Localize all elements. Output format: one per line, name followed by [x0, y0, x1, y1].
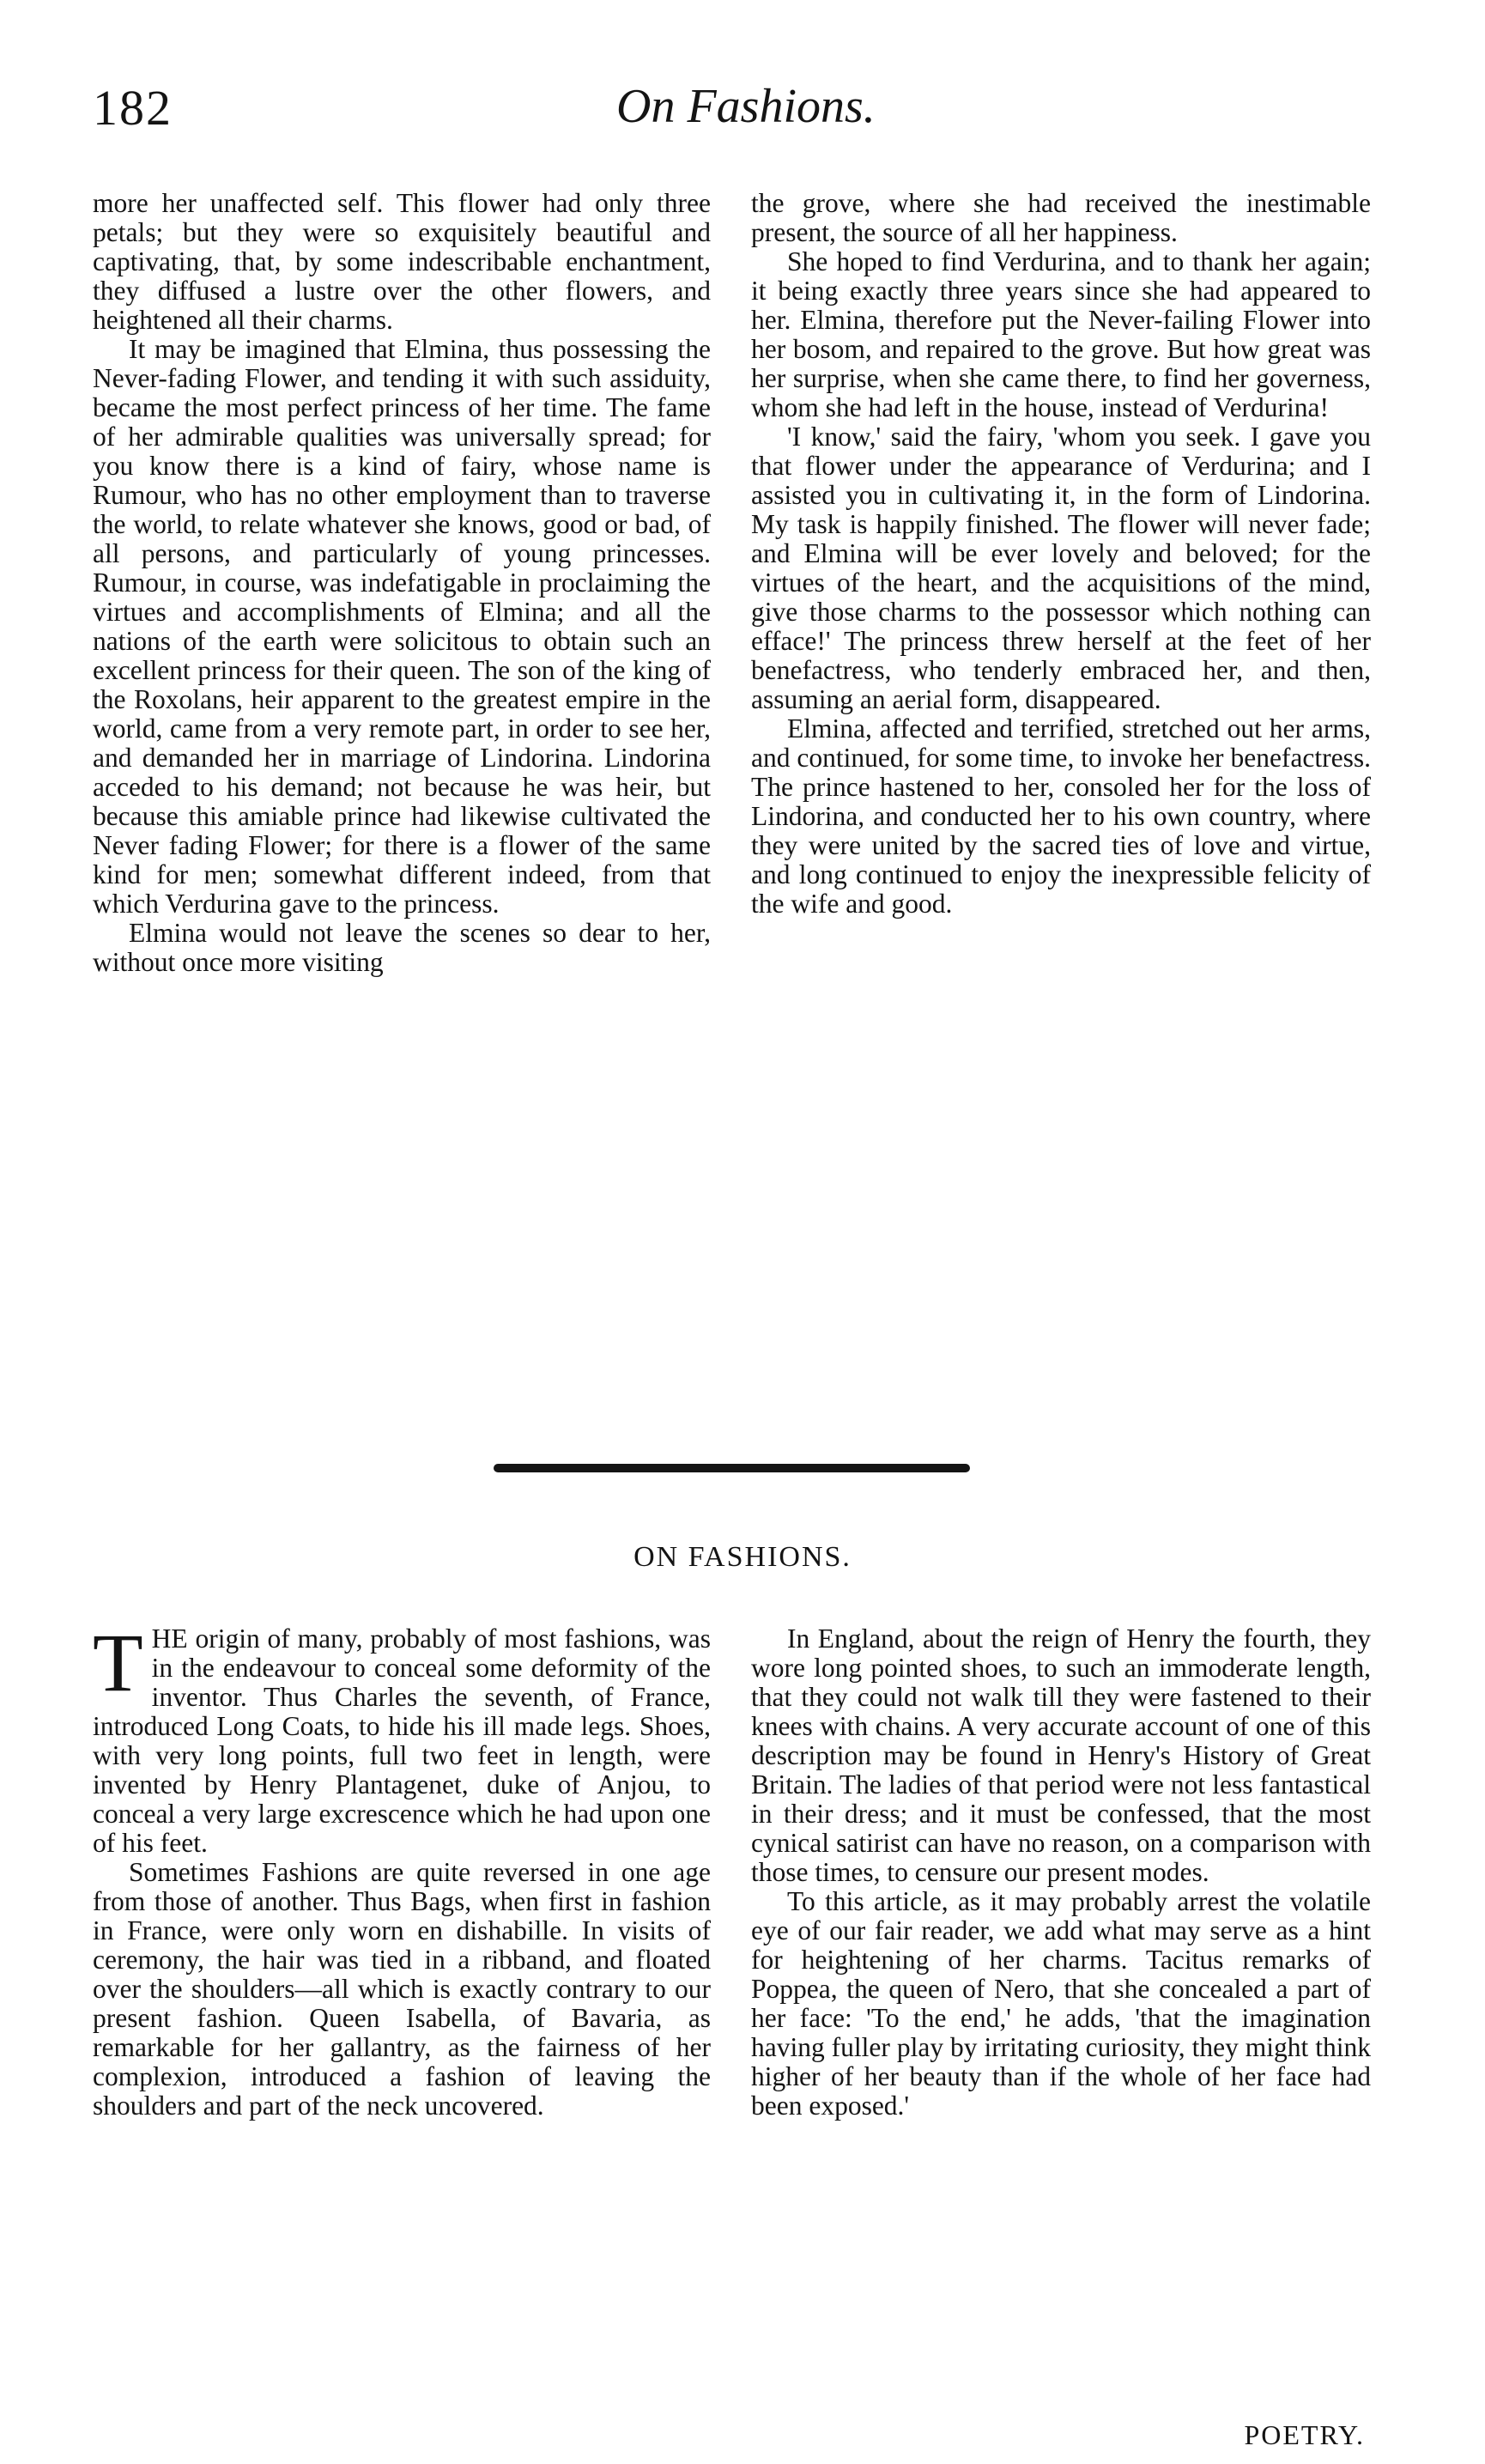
paragraph: Elmina, affected and terrified, stretched out her arms, and continued, for some time, to invoke her benefactress. The prince hastened to her, consoled her for the loss of Lindorina, and conducted her to his own country, where they were united by the sacred ties of love and virtue, and long continued to enjoy the inexpressible felicity of the wife and good.	[751, 713, 1371, 919]
drop-cap: T	[93, 1617, 143, 1708]
running-head: On Fashions.	[616, 80, 876, 133]
paragraph	[93, 1617, 711, 1858]
page-number: 182	[93, 80, 173, 136]
catchword: POETRY.	[1244, 2419, 1365, 2450]
paragraph: She hoped to find Verdurina, and to thank her again; it being exactly three years since she had appeared to her. Elmina, therefore put the Never-failing Flower into her bosom, and repaired to the grove. But how great was her surprise, when she came there, to find her governess, whom she had left in the house, instead of Verdurina!	[751, 246, 1371, 422]
page-header	[93, 79, 1372, 156]
paragraph: To this article, as it may probably arrest the volatile eye of our fair reader, we add what may serve as a hint for heightening of her charms. Tacitus remarks of Poppea, the queen of Nero, that she concealed a part of her face: 'To the end,' he adds, 'that the imagination having fuller play by irritating curiosity, they might think higher of her beauty than if the whole of her face had been exposed.'	[751, 1886, 1371, 2121]
section-title: ON FASHIONS.	[633, 1541, 852, 1573]
paragraph: In England, about the reign of Henry the fourth, they wore long pointed shoes, to such an immoderate length, that they could not walk till they were fastened to their knees with chains. A very accurate account of one of this description may be found in Henry's History of Great Britain. The ladies of that period were not less fantastical in their dress; and it must be confessed, that the most cynical satirist can have no reason, on a comparison with those times, to censure our present modes.	[751, 1623, 1371, 1887]
paragraph: 'I know,' said the fairy, 'whom you seek. I gave you that flower under the appearance of Verdurina; and I assisted you in cultivating it, in the form of Lindorina. My task is happily finished. The flower will never fade; and Elmina will be ever lovely and beloved; for the virtues of the heart, and the acquisitions of the mind, give those charms to the possessor which nothing can efface!' The princess threw herself at the feet of her benefactress, who tenderly embraced her, and then, assuming an aerial form, disappeared.	[751, 422, 1371, 714]
story-column-right	[751, 189, 1371, 919]
paragraph: more her unaffected self. This flower had only three petals; but they were so exquisitely beautiful and captivating, that, by some indescribable enchantment, they diffused a lustre over the other flowers, and heightened all their charms.	[93, 188, 711, 335]
story-column-left	[93, 189, 711, 977]
paragraph: the grove, where she had received the inestimable present, the source of all her happiness.	[751, 188, 1371, 247]
paragraph: Sometimes Fashions are quite reversed in one age from those of another. Thus Bags, when first in fashion in France, were only worn en dishabille. In visits of ceremony, the hair was tied in a ribband, and floated over the shoulders—all which is exactly contrary to our present fashion. Queen Isabella, of Bavaria, as remarkable for her gallantry, as the fairness of her complexion, introduced a fashion of leaving the shoulders and part of the neck uncovered.	[93, 1857, 711, 2121]
section-divider	[494, 1464, 970, 1472]
paragraph: Elmina would not leave the scenes so dear to her, without once more visiting	[93, 918, 711, 977]
fashions-column-right	[751, 1624, 1371, 2121]
fashions-column-left	[93, 1617, 711, 2121]
paragraph-text: HE origin of many, probably of most fashions, was in the endeavour to conceal some deformity of the inventor. Thus Charles the seventh, of France, introduced Long Coats, to hide his ill made legs. Shoes, with very long points, full two feet in length, were invented by Henry Plantagenet, duke of Anjou, to conceal a very large excrescence which he had upon one of his feet.	[93, 1623, 711, 1858]
paragraph: It may be imagined that Elmina, thus possessing the Never-fading Flower, and tending it with such assiduity, became the most perfect princess of her time. The fame of her admirable qualities was universally spread; for you know there is a kind of fairy, whose name is Rumour, who has no other employment than to traverse the world, to relate whatever she knows, good or bad, of all persons, and particularly of young princesses. Rumour, in course, was indefatigable in proclaiming the virtues and accomplishments of Elmina; and all the nations of the earth were solicitous to obtain such an excellent princess for their queen. The son of the king of the Roxolans, heir apparent to the greatest empire in the world, came from a very remote part, in order to see her, and demanded her in marriage of Lindorina. Lindorina acceded to his demand; not because he was heir, but because this amiable prince had likewise cultivated the Never fading Flower; for there is a flower of the same kind for men; somewhat different indeed, from that which Verdurina gave to the princess.	[93, 334, 711, 919]
